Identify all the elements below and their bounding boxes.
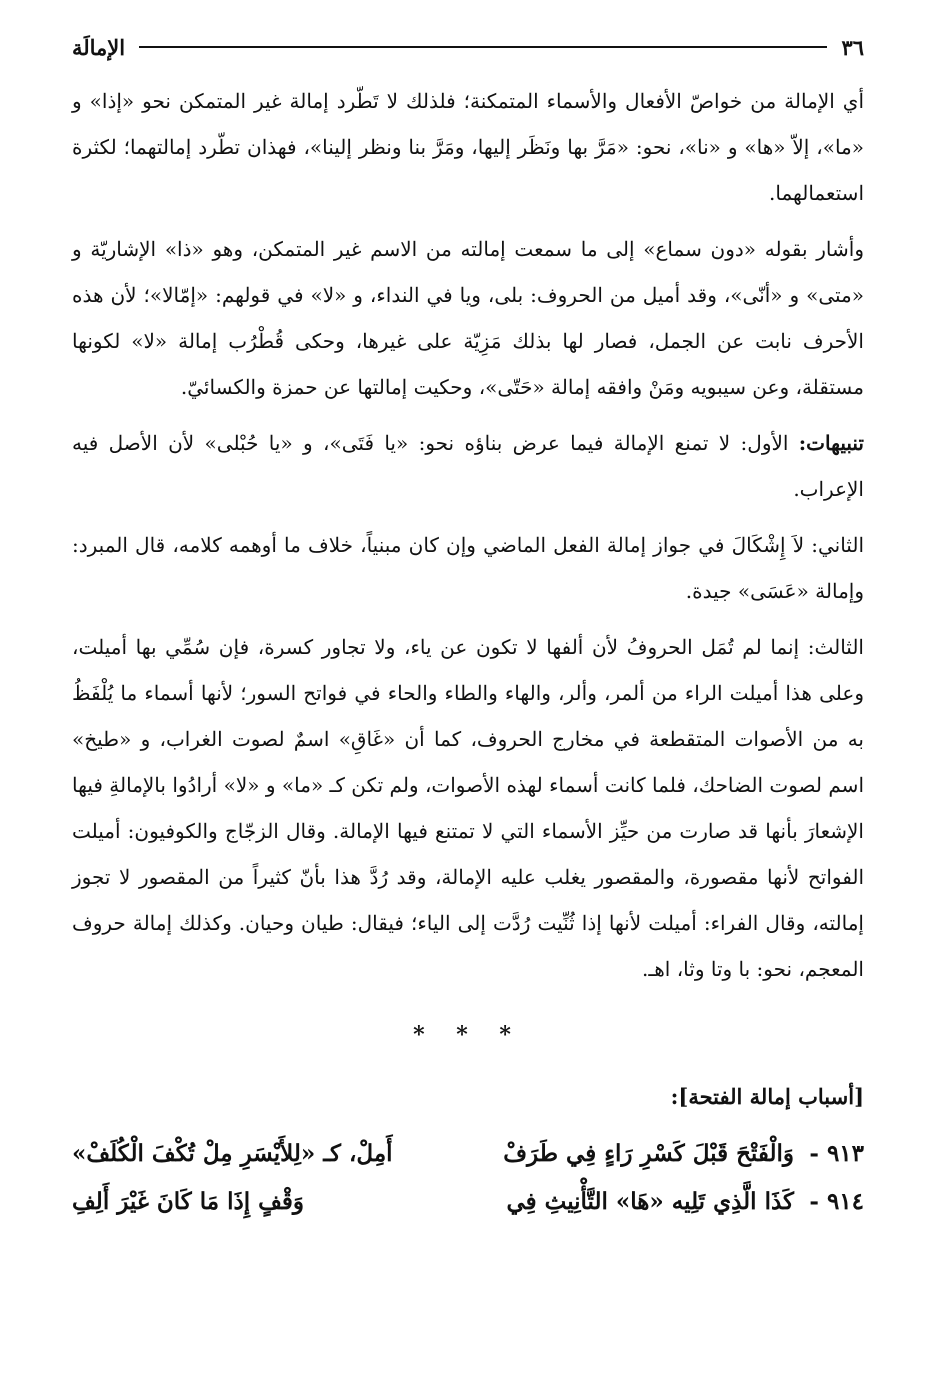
verse-line: [72, 1130, 864, 1178]
verse-number: ٩١٣ -: [809, 1140, 864, 1167]
page-number: ٣٦: [841, 34, 864, 60]
verse-first-hemistich: وَالْفَتْحَ قَبْلَ كَسْرِ رَاءٍ فِي طَرَفْ: [503, 1140, 794, 1167]
verse-second-hemistich: أَمِلْ، كـ «لِلأَيْسَرِ مِلْ تُكْفَ الْكُلَفْ»: [72, 1140, 393, 1167]
header-rule: [139, 46, 827, 48]
paragraph: وأشار بقوله «دون سماع» إلى ما سمعت إمالته من الاسم غير المتمكن، وهو «ذا» الإشاريّة و «متى» و «أنّى»، وقد أميل من الحروف: بلى، ويا في النداء، و «لا» في قولهم: «إمّالا»؛ لأن هذه الأحرف نابت عن الجمل، فصار لها بذلك مَزِيّة على غيرها، وحكى قُطْرُب إمالة «لا» لكونها مستقلة، وعن سيبويه ومَنْ وافقه إمالة «حَتّى»، وحكيت إمالتها عن حمزة والكسائيّ.: [72, 237, 864, 399]
verse-second-hemistich: وَقْفٍ إِذَا مَا كَانَ غَيْرَ أَلِفِ: [72, 1188, 305, 1215]
note-text: الأول: لا تمنع الإمالة فيما عرض بناؤه نحو: «يا فَتَى»، و «يا حُبْلى» لأن الأصل فيه الإعراب.: [72, 431, 864, 501]
book-page: [72, 30, 864, 1362]
note-third: الثالث: إنما لم تُمَل الحروفُ لأن ألفها لا تكون عن ياء، ولا تجاور كسرة، فإن سُمِّي بها أميلت، وعلى هذا أميلت الراء من ألمر، وألر، والهاء والطاء والحاء في فواتح السور؛ لأنها أسماء ما يُلْفَظُ به من الأصوات المتقطعة في مخارج الحروف، كما أن «غَاقِ» اسمٌ لصوت الغراب، و «طيخ» اسم لصوت الضاحك، فلما كانت أسماء لهذه الأصوات، ولم تكن كـ «ما» و «لا» أرادُوا بالإمالةِ فيها الإشعارَ بأنها قد صارت من حيِّز الأسماء التي لا تمتنع فيها الإمالة. وقال الزجّاج والكوفيون: أميلت الفواتح لأنها مقصورة، والمقصور يغلب عليه الإمالة، وقد رُدَّ هذا بأنّ كثيراً من المقصور لا تجوز إمالته، وقال الفراء: أميلت لأنها إذا ثُنِّيت رُدَّت إلى الياء؛ فيقال: طيان وحيان. وكذلك إمالة حروف المعجم، نحو: با وتا وثا، اهـ.: [72, 635, 864, 981]
main-text: [72, 78, 864, 1226]
running-head: [72, 30, 864, 64]
section-heading: [أسباب إمالة الفتحة]:: [670, 1084, 864, 1109]
note-second: الثاني: لاَ إِشْكَالَ في جواز إمالة الفعل الماضي وإن كان مبنياً، خلاف ما أوهمه كلامه، قال المبرد: وإمالة «عَسَى» جيدة.: [72, 533, 864, 603]
paragraph: أي الإمالة من خواصّ الأفعال والأسماء المتمكنة؛ فلذلك لا تَطّرد إمالة غير المتمكن نحو «إذا» و «ما»، إلاّ «ها» و «نا»، نحو: «مَرَّ بها ونَظَر إليها، ومَرَّ بنا ونظر إلينا»، فهذان تطّرد إمالتهما؛ لكثرة استعمالهما.: [72, 89, 864, 205]
section-separator: * * *: [413, 1022, 523, 1048]
verse-line: [72, 1178, 864, 1226]
chapter-title: الإمالَة: [72, 34, 126, 60]
note-first: [72, 420, 864, 512]
notes-label: تنبيهات:: [798, 431, 864, 455]
verse-number: ٩١٤ -: [809, 1188, 864, 1215]
verse-first-hemistich: كَذَا الَّذِي تَلِيه «هَا» التَّأْنِيثِ فِي: [506, 1188, 794, 1215]
